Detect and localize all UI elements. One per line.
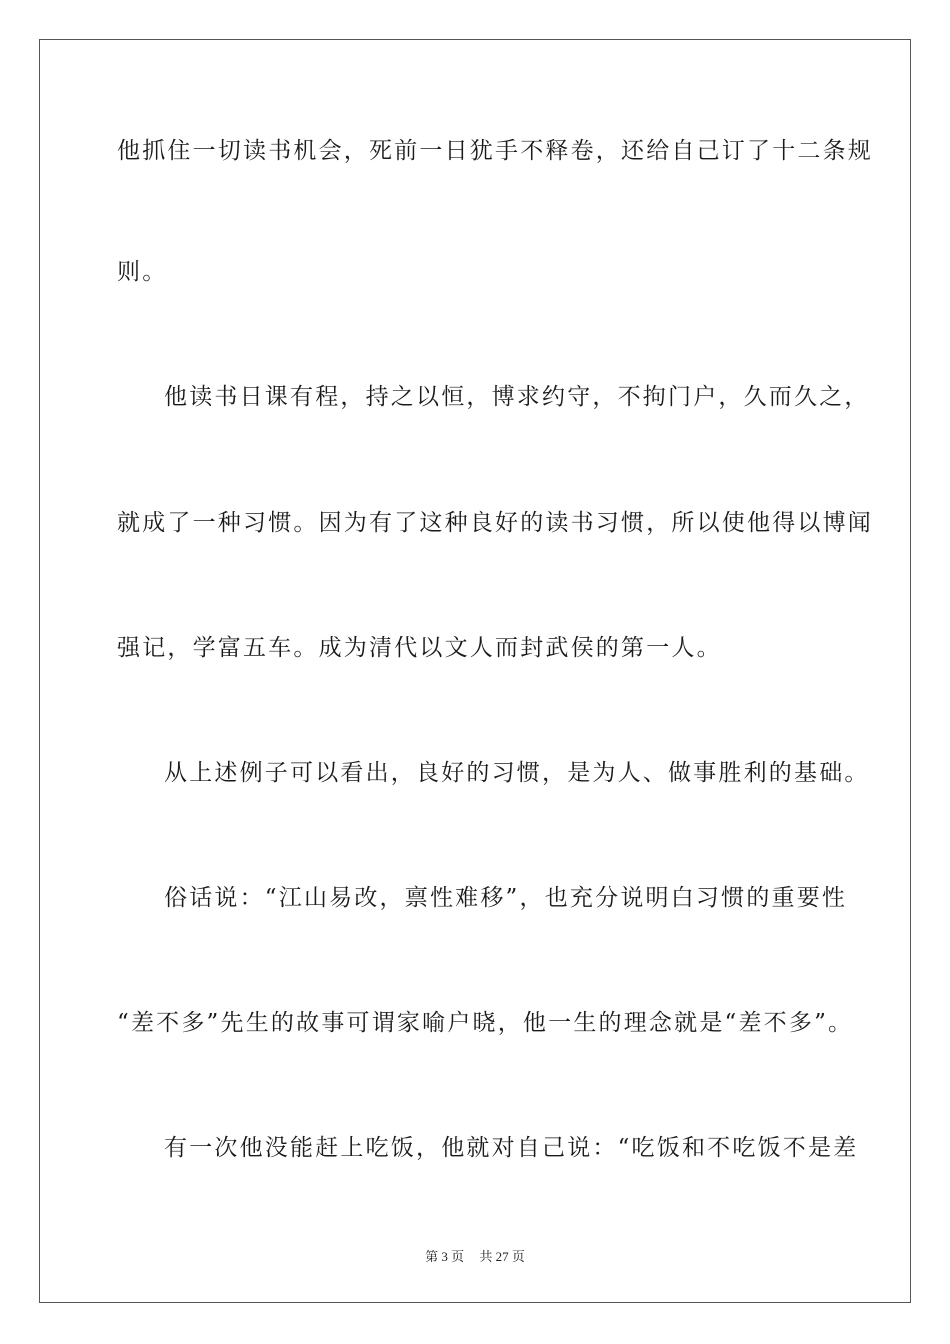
page-total: 共 27 页	[479, 1249, 525, 1264]
page-number: 第 3 页	[425, 1249, 465, 1264]
text-line: 就成了一种习惯。因为有了这种良好的读书习惯，所以使他得以博闻	[117, 510, 873, 536]
page-footer	[0, 1248, 950, 1266]
page-border	[39, 39, 911, 1303]
text-line: 有一次他没能赶上吃饭，他就对自己说：“吃饭和不吃饭不是差	[164, 1135, 859, 1161]
text-line: 他读书日课有程，持之以恒，博求约守，不拘门户，久而久之，	[164, 384, 870, 410]
text-line: 俗话说：“江山易改，禀性难移”，也充分说明白习惯的重要性	[164, 885, 848, 911]
text-line: 从上述例子可以看出，良好的习惯，是为人、做事胜利的基础。	[164, 760, 870, 786]
text-line: 则。	[117, 259, 168, 285]
text-line: 强记，学富五车。成为清代以文人而封武侯的第一人。	[117, 635, 722, 661]
text-line: 他抓住一切读书机会，死前一日犹手不释卷，还给自己订了十二条规	[117, 138, 873, 164]
text-line: “差不多”先生的故事可谓家喻户晓，他一生的理念就是“差不多”。	[117, 1010, 854, 1036]
